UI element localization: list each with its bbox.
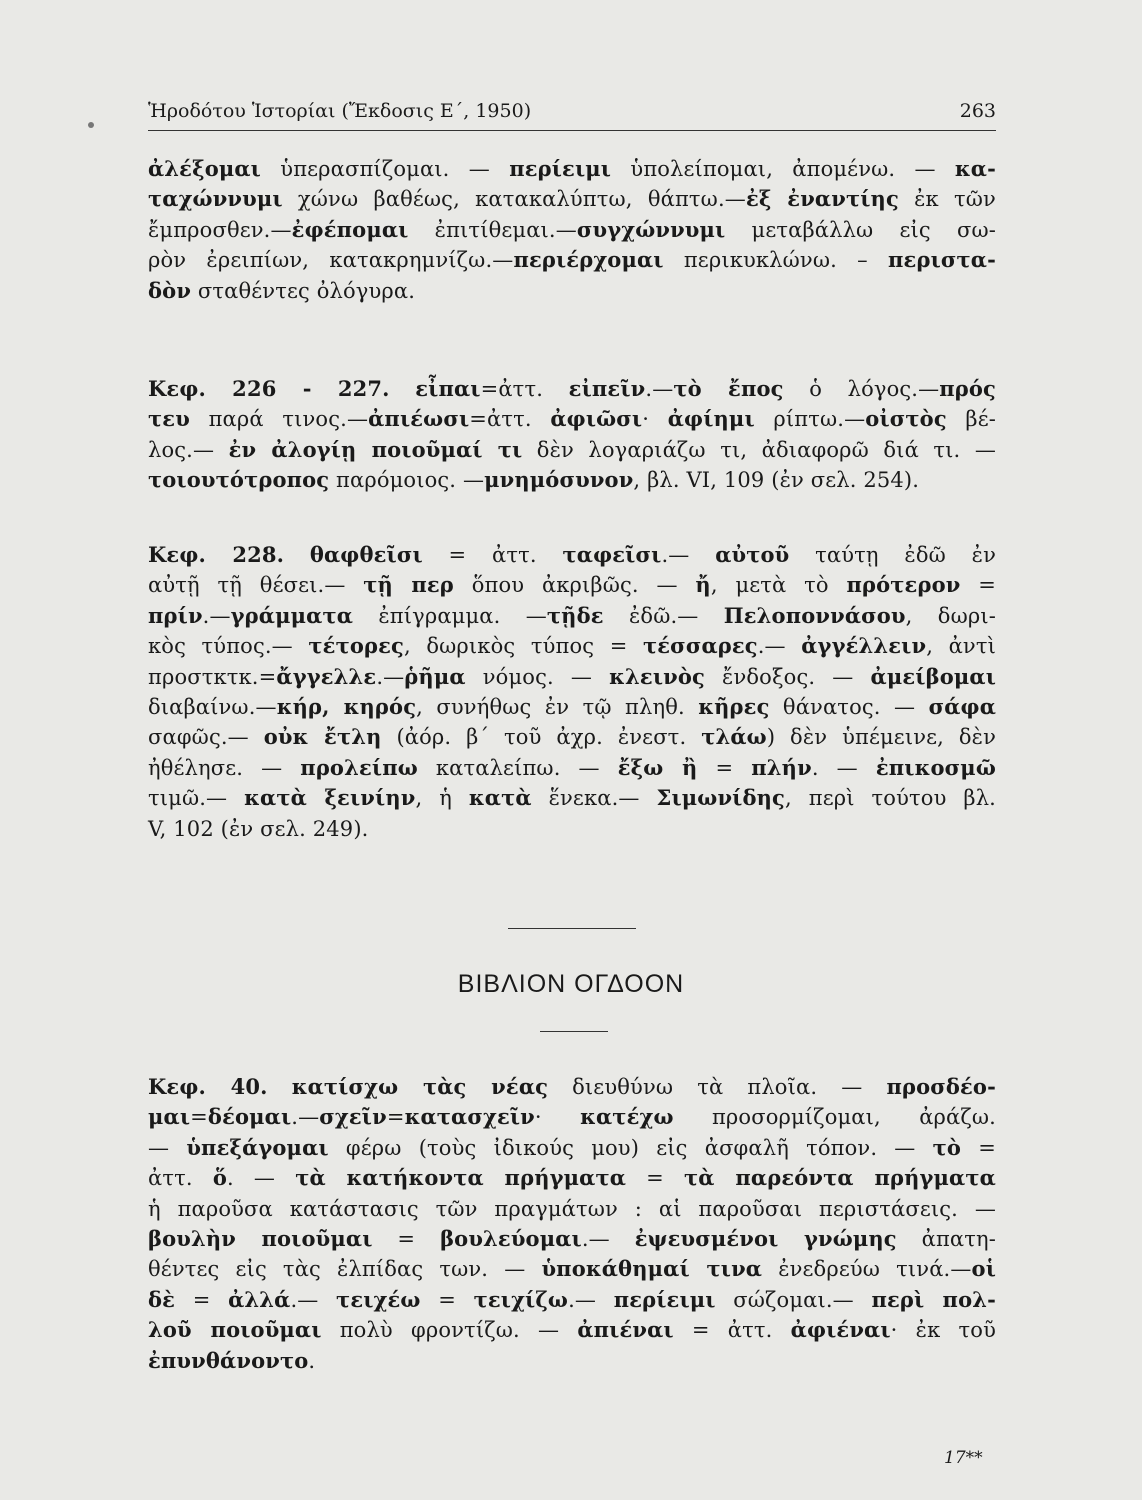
lemma: ῥῆμα bbox=[404, 663, 466, 689]
lemma: προσδέο- bbox=[886, 1074, 996, 1099]
gloss: , βλ. VI, 109 (ἐν σελ. 254). bbox=[633, 468, 920, 493]
lemma: γράμματα bbox=[230, 602, 354, 628]
gloss: ἐπίγραμμα. — bbox=[353, 603, 547, 628]
text-line bbox=[148, 631, 996, 661]
text-line bbox=[148, 1224, 996, 1254]
gloss: ὁ λόγος.— bbox=[783, 377, 940, 401]
gloss: θέντες εἰς τὰς ἐλπίδας των. — bbox=[148, 1257, 542, 1282]
lemma: κῆρες bbox=[698, 694, 770, 720]
lemma: Κεφ. 40. bbox=[148, 1074, 268, 1099]
lemma: ἀλλά bbox=[228, 1286, 291, 1312]
lemma: τειχίζω bbox=[473, 1286, 569, 1312]
lemma: δέομαι bbox=[207, 1104, 292, 1130]
gloss: ἡ παροῦσα κατάστασις τῶν πραγμάτων : αἱ παροῦσαι περιστάσεις. — bbox=[148, 1196, 996, 1221]
gloss: , συνήθως ἐν τῷ πληθ. bbox=[416, 695, 699, 720]
lemma: κατὰ ξεινίην bbox=[244, 785, 416, 811]
text-line bbox=[148, 1346, 996, 1376]
text-line bbox=[148, 1133, 996, 1163]
gloss: βέ- bbox=[946, 407, 996, 432]
lemma: προλείπω bbox=[300, 754, 418, 780]
lemma: ἤ bbox=[695, 572, 711, 598]
paragraph-3-kef-228 bbox=[148, 540, 996, 844]
gloss bbox=[390, 377, 416, 401]
gloss: = ἀττ. bbox=[422, 543, 563, 567]
gloss: ἀπατη- bbox=[896, 1227, 996, 1252]
text-line bbox=[148, 1072, 996, 1102]
lemma: τὰ παρεόντα πρήγματα bbox=[684, 1165, 996, 1191]
lemma: πρίν bbox=[148, 602, 203, 628]
lemma: ἐν ἀλογίῃ ποιοῦμαί τι bbox=[228, 436, 523, 462]
lemma: σάφα bbox=[928, 694, 996, 720]
gloss: = bbox=[960, 573, 996, 598]
book-heading: ΒΙΒΛΙΟΝ ΟΓΔΟΟΝ bbox=[457, 970, 685, 998]
lemma: Σιμωνίδης bbox=[656, 785, 785, 811]
lemma: λοῦ ποιοῦμαι bbox=[148, 1317, 322, 1343]
gloss: = bbox=[372, 1227, 441, 1252]
text-line bbox=[148, 435, 996, 465]
section-rule-bottom bbox=[540, 1031, 608, 1032]
gloss: φέρω (τοὺς ἰδικούς μου) εἰς ἀσφαλῆ τόπον. — bbox=[328, 1135, 933, 1160]
text-line bbox=[148, 783, 996, 813]
lemma: τῇ περ bbox=[363, 572, 454, 598]
gloss: σαφῶς.— bbox=[148, 725, 264, 750]
paragraph-1 bbox=[148, 154, 996, 306]
gloss: · ἐκ τοῦ bbox=[890, 1318, 996, 1343]
lemma: ἀλέξομαι bbox=[148, 156, 261, 181]
gloss: τιμῶ.— bbox=[148, 786, 245, 811]
section-rule-top bbox=[508, 928, 636, 929]
lemma: ἀμείβομαι bbox=[870, 663, 996, 689]
gloss: ἔμπροσθεν.— bbox=[148, 217, 292, 242]
gloss: σταθέντες ὀλόγυρα. bbox=[191, 278, 416, 303]
text-line bbox=[148, 570, 996, 600]
gloss: διαβαίνω.— bbox=[148, 695, 277, 720]
lemma: ἔξω ἢ bbox=[617, 754, 698, 780]
gloss: = bbox=[190, 1105, 208, 1130]
lemma: τοιουτότροπος bbox=[148, 467, 330, 493]
gloss: ἐνεδρεύω τινά.— bbox=[762, 1257, 972, 1282]
gloss: ρὸν ἐρειπίων, κατακρημνίζω.— bbox=[148, 248, 514, 273]
lemma: εἰπεῖν bbox=[568, 376, 646, 401]
lemma: κατέχω bbox=[580, 1104, 674, 1130]
lemma: ἐπικοσμῶ bbox=[875, 754, 996, 780]
lemma: σχεῖν bbox=[319, 1104, 387, 1130]
lemma: τὰ κατήκοντα πρήγματα bbox=[295, 1165, 627, 1191]
lemma: ἀγγέλλειν bbox=[801, 633, 927, 659]
lemma: μαι bbox=[148, 1104, 191, 1130]
gloss: κὸς τύπος.— bbox=[148, 634, 309, 659]
lemma: οἱ bbox=[971, 1256, 996, 1282]
lemma: περιστα- bbox=[888, 247, 996, 273]
gloss: .— bbox=[291, 1105, 320, 1130]
lemma: κα- bbox=[954, 156, 996, 181]
lemma: ἐπυνθάνοντο bbox=[148, 1347, 309, 1373]
gloss: .— bbox=[757, 634, 802, 659]
text-line bbox=[148, 245, 996, 275]
text-line bbox=[148, 540, 996, 570]
gloss: . — bbox=[226, 1166, 296, 1191]
gloss: θάνατος. — bbox=[769, 695, 929, 720]
text-line bbox=[148, 404, 996, 434]
gloss: .— bbox=[645, 377, 674, 401]
text-line bbox=[148, 753, 996, 783]
lemma: ἀφίημι bbox=[667, 406, 755, 432]
lemma: τέσσαρες bbox=[642, 633, 758, 659]
lemma: περίειμι bbox=[613, 1286, 716, 1312]
lemma: δὲ bbox=[148, 1286, 176, 1312]
gloss: ἐδῶ.— bbox=[603, 603, 724, 628]
gloss: χώνω βαθέως, κατακαλύπτω, θάπτω.— bbox=[282, 187, 746, 212]
gloss: , περὶ τούτου βλ. bbox=[785, 786, 996, 811]
gloss: .— bbox=[661, 543, 716, 567]
gloss: μεταβάλλω εἰς σω- bbox=[725, 217, 996, 242]
gloss: σώζομαι.— bbox=[715, 1287, 872, 1312]
gloss: . bbox=[308, 1348, 316, 1373]
lemma: βουλὴν ποιοῦμαι bbox=[148, 1226, 373, 1252]
gloss: καταλείπω. — bbox=[417, 755, 618, 780]
lemma: ταφεῖσι bbox=[562, 542, 662, 567]
lemma: ὅ bbox=[212, 1165, 227, 1191]
gloss: ἐπιτίθεμαι.— bbox=[408, 217, 577, 242]
gloss: , ἀντὶ bbox=[926, 634, 996, 659]
gloss: ἠθέλησε. — bbox=[148, 755, 301, 780]
lemma: κατασχεῖν bbox=[404, 1104, 535, 1130]
gloss: πολὺ φροντίζω. — bbox=[321, 1318, 578, 1343]
lemma: βουλεύομαι bbox=[440, 1226, 582, 1252]
gloss: = bbox=[420, 1287, 474, 1312]
lemma: δὸν bbox=[148, 277, 192, 303]
lemma: κήρ, κηρός bbox=[276, 694, 417, 720]
gloss: , ἡ bbox=[415, 786, 469, 811]
text-line bbox=[148, 154, 996, 184]
text-line bbox=[148, 465, 996, 495]
gloss: .— bbox=[568, 1287, 614, 1312]
lemma: Κεφ. 226 - 227. bbox=[148, 376, 390, 401]
gloss: διευθύνω τὰ πλοῖα. — bbox=[548, 1075, 887, 1099]
lemma: περίειμι bbox=[509, 156, 612, 181]
lemma: τειχέω bbox=[336, 1286, 421, 1312]
paragraph-2-kef-226-227 bbox=[148, 374, 996, 496]
gloss bbox=[268, 1075, 292, 1099]
lemma: τευ bbox=[148, 406, 190, 432]
lemma: τέτορες bbox=[308, 633, 404, 659]
text-line bbox=[148, 814, 996, 844]
gloss: , δωρι- bbox=[905, 603, 996, 628]
gloss: = bbox=[175, 1287, 229, 1312]
text-line bbox=[148, 215, 996, 245]
lemma: ὑπεξάγομαι bbox=[186, 1134, 329, 1160]
gloss: προστκτκ.= bbox=[148, 664, 277, 689]
gloss: = ἀττ. bbox=[673, 1318, 791, 1343]
gloss: προσορμίζομαι, ἀράζω. bbox=[673, 1105, 996, 1130]
lemma: μνημόσυνον bbox=[484, 467, 634, 493]
lemma: ἀφιῶσι bbox=[550, 406, 643, 432]
gloss: ὑπερασπίζομαι. — bbox=[261, 157, 510, 181]
text-line bbox=[148, 276, 996, 306]
text-line bbox=[148, 722, 996, 752]
lemma: συγχώννυμι bbox=[576, 216, 726, 242]
gloss: = bbox=[626, 1166, 685, 1191]
gloss: περικυκλώνω. – bbox=[663, 248, 889, 273]
lemma: ἐξ ἐναντίης bbox=[745, 186, 899, 212]
gloss: ἀττ. bbox=[148, 1166, 213, 1191]
gloss: ρίπτω.— bbox=[754, 407, 866, 432]
gloss: ἔνδοξος. — bbox=[704, 664, 871, 689]
gloss: δὲν λογαριάζω τι, ἀδιαφορῶ διά τι. — bbox=[522, 437, 996, 462]
lemma: εἶπαι bbox=[415, 376, 481, 401]
lemma: ταχώννυμι bbox=[148, 186, 283, 212]
gloss: V, 102 (ἐν σελ. 249). bbox=[148, 816, 369, 841]
lemma: οὐκ ἔτλη bbox=[263, 724, 382, 750]
lemma: ἀπιέωσι bbox=[368, 406, 470, 432]
gloss: αὐτῇ τῇ θέσει.— bbox=[148, 573, 364, 598]
text-line bbox=[148, 692, 996, 722]
text-line bbox=[148, 1285, 996, 1315]
ink-speck bbox=[88, 122, 94, 128]
lemma: πλήν bbox=[751, 754, 812, 780]
gloss: ὑπολείπομαι, ἀπομένω. — bbox=[611, 157, 955, 181]
gloss: = bbox=[386, 1105, 405, 1130]
lemma: ἐψευσμένοι γνώμης bbox=[634, 1226, 897, 1252]
header-rule bbox=[148, 130, 996, 131]
lemma: Πελοποννάσου bbox=[723, 602, 906, 628]
gloss: .— bbox=[581, 1227, 635, 1252]
gloss: ) δὲν ὑπέμεινε, δὲν bbox=[766, 725, 997, 750]
gloss: , δωρικὸς τύπος = bbox=[403, 634, 643, 659]
lemma: τὸ bbox=[932, 1134, 962, 1160]
gloss: .— bbox=[376, 664, 405, 689]
lemma: τὸ ἔπος bbox=[673, 376, 784, 401]
lemma: ὑποκάθημαί τινα bbox=[541, 1256, 763, 1282]
gloss: παρά τινος.— bbox=[189, 407, 369, 432]
gloss: — bbox=[148, 1135, 187, 1160]
text-line bbox=[148, 662, 996, 692]
gloss: · bbox=[642, 407, 668, 432]
lemma: κλεινὸς bbox=[609, 663, 705, 689]
text-line bbox=[148, 1254, 996, 1284]
lemma: Κεφ. 228. bbox=[148, 542, 285, 567]
gloss: νόμος. — bbox=[465, 664, 610, 689]
gloss: =ἀττ. bbox=[469, 407, 551, 432]
text-line bbox=[148, 1315, 996, 1345]
lemma: ἀπιέναι bbox=[577, 1317, 674, 1343]
gloss: παρόμοιος. — bbox=[329, 468, 485, 493]
running-title: Ἡροδότου Ἱστορίαι (Ἔκδοσις Ε΄, 1950) bbox=[148, 100, 532, 122]
lemma: περιέρχομαι bbox=[513, 247, 664, 273]
text-line bbox=[148, 1194, 996, 1224]
text-line bbox=[148, 374, 996, 404]
printer-signature: 17** bbox=[944, 1448, 983, 1468]
lemma: ἄγγελλε bbox=[276, 663, 377, 689]
paragraph-4-kef-40 bbox=[148, 1072, 996, 1376]
gloss: (ἀόρ. β΄ τοῦ ἀχρ. ἐνεστ. bbox=[381, 725, 702, 750]
lemma: οἰστὸς bbox=[865, 406, 947, 432]
running-header bbox=[148, 100, 996, 122]
gloss: , μετὰ τὸ bbox=[710, 573, 847, 598]
lemma: τῇδε bbox=[546, 602, 604, 628]
page-number: 263 bbox=[959, 100, 996, 122]
gloss: = bbox=[697, 755, 752, 780]
lemma: πρότερον bbox=[846, 572, 961, 598]
lemma: ἀφιέναι bbox=[790, 1317, 891, 1343]
text-line bbox=[148, 601, 996, 631]
text-line bbox=[148, 1163, 996, 1193]
lemma: ἐφέπομαι bbox=[291, 216, 409, 242]
gloss bbox=[284, 543, 310, 567]
lemma: τλάω bbox=[701, 724, 767, 750]
text-line bbox=[148, 1102, 996, 1132]
gloss: ἕνεκα.— bbox=[531, 786, 657, 811]
gloss: .— bbox=[290, 1287, 337, 1312]
gloss: ὅπου ἀκριβῶς. — bbox=[453, 573, 696, 598]
gloss: .— bbox=[202, 603, 231, 628]
lemma: αὐτοῦ bbox=[715, 542, 790, 567]
gloss: =ἀττ. bbox=[480, 377, 569, 401]
gloss: . — bbox=[811, 755, 876, 780]
lemma: θαφθεῖσι bbox=[309, 542, 423, 567]
lemma: κατὰ bbox=[468, 785, 532, 811]
gloss: = bbox=[961, 1135, 996, 1160]
gloss: λος.— bbox=[148, 437, 229, 462]
gloss: ταύτῃ ἐδῶ ἐν bbox=[789, 543, 997, 567]
lemma: πρός bbox=[939, 376, 996, 401]
lemma: κατίσχω τὰς νέας bbox=[291, 1074, 549, 1099]
lemma: περὶ πολ- bbox=[871, 1286, 996, 1312]
text-line bbox=[148, 184, 996, 214]
gloss: · bbox=[534, 1105, 581, 1130]
gloss: ἐκ τῶν bbox=[898, 187, 996, 212]
